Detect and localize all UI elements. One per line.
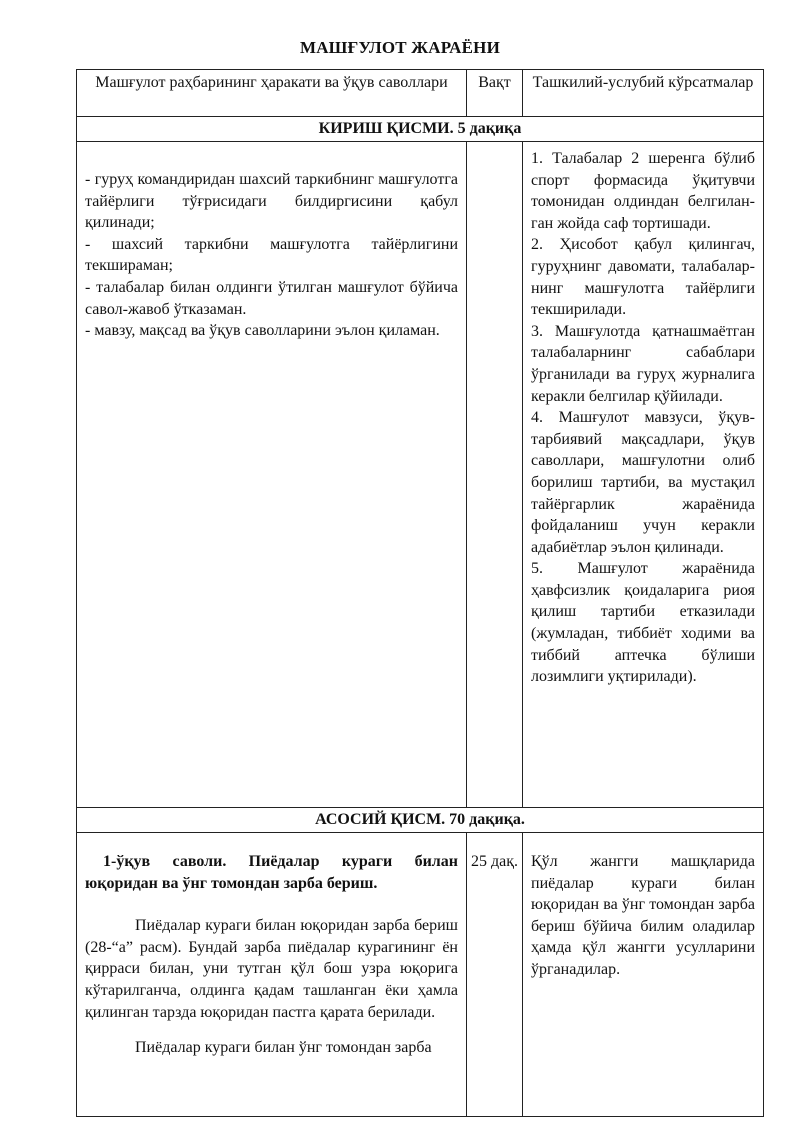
intro-instruction-item: 4. Машғулот мавзуси, ўқув-тарбиявий мақсадлари, ўқув саволлари, машғулотни олиб борилиш тартиби, ва мустақил тайёргарлик жараёнида фойдаланиш учун керакли адабиётлар эълон қилинади.: [531, 409, 755, 556]
intro-action-item: - шахсий таркибни машғулотга тайёрлигини текшираман;: [85, 235, 458, 275]
intro-time: [467, 142, 523, 808]
header-instructions: Ташкилий-услубий кўрсатмалар: [523, 70, 764, 117]
question-title: 1-ўқув саволи. Пиёдалар кураги билан юқоридан ва ўнг томондан зарба бериш.: [85, 853, 458, 892]
intro-instructions: [523, 142, 764, 808]
main-paragraph: Пиёдалар кураги билан ўнг томондан зарба: [135, 1039, 432, 1057]
section-intro-body: [77, 142, 764, 808]
intro-instruction-item: 5. Машғулот жараёнида ҳавфсизлик қоидаларига риоя қилиш тартиби етказилади (жумладан, тиббиёт ходими ва тиббий аптечка бўлиши лозимлиги уқтирилади).: [531, 560, 755, 686]
header-time: Вақт: [467, 70, 523, 117]
intro-action-item: - талабалар билан олдинги ўтилган машғулот бўйича савол-жавоб ўтказаман.: [85, 278, 458, 318]
section-main-title: АСОСИЙ ҚИСМ. 70 дақиқа.: [77, 808, 764, 833]
main-time: 25 дақ.: [467, 833, 523, 1117]
lesson-table: [76, 69, 764, 1117]
intro-action-item: - мавзу, мақсад ва ўқув саволларини эълон қиламан.: [85, 322, 440, 340]
page-title: МАШҒУЛОТ ЖАРАЁНИ: [299, 38, 501, 57]
intro-leader-actions: [77, 142, 467, 808]
section-intro-row: [77, 117, 764, 142]
table-header-row: [77, 70, 764, 117]
main-instruction: [523, 833, 764, 1117]
main-instruction-text: Қўл жангги машқларида пиёдалар кураги билан юқоридан ва ўнг томондан зарба бериш бўйича билим оладилар ҳамда қўл жангги усулларини ўрганадилар.: [531, 853, 755, 978]
intro-instruction-item: 1. Талабалар 2 шеренга бўлиб спорт формасида ўқитувчи томонидан олдиндан белгилан-ган жойда саф тортишади.: [531, 150, 755, 232]
section-main-body: [77, 833, 764, 1117]
intro-action-item: - гуруҳ командиридан шахсий таркибнинг машғулотга тайёрлиги тўғрисидаги билдиргисини қабул қилинади;: [85, 171, 458, 232]
section-intro-title: КИРИШ ҚИСМИ. 5 дақиқа: [77, 117, 764, 142]
section-main-row: [77, 808, 764, 833]
intro-instruction-item: 2. Ҳисобот қабул қилингач, гуруҳнинг давомати, талабалар-нинг машғулотга тайёрлиги текширилади.: [531, 236, 755, 319]
header-leader-actions: Машғулот раҳбарининг ҳаракати ва ўқув саволлари: [77, 70, 467, 117]
intro-instruction-item: 3. Машғулотда қатнашмаётган талабаларнинг сабаблари ўрганилади ва гуруҳ журналига керакли белгилар қўйилади.: [531, 322, 755, 405]
main-leader-actions: [77, 833, 467, 1117]
main-paragraph: Пиёдалар кураги билан юқоридан зарба бериш (28-“а” расм). Бундай зарба пиёдалар курагининг ён қирраси билан, уни тутган қўл бош узра юқорига кўтарилганча, олдинга қадам ташланган ёки ҳамла қилинган тарзда юқоридан пастга қарата берилади.: [85, 917, 458, 1021]
